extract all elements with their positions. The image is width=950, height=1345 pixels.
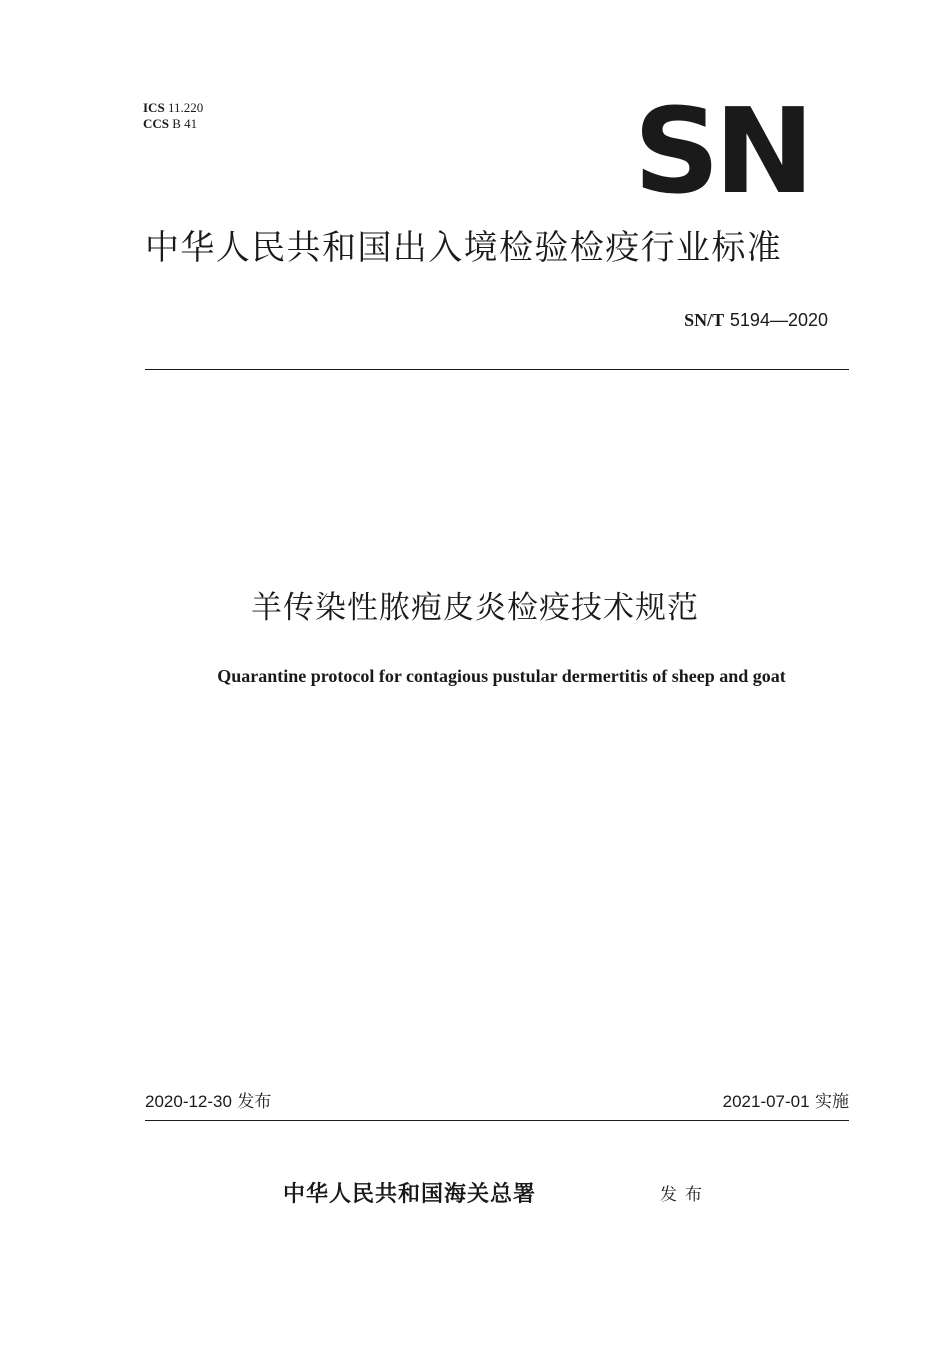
issuing-authority: 中华人民共和国海关总署 xyxy=(283,1181,537,1207)
standard-code-prefix: SN/T xyxy=(684,310,725,330)
top-divider xyxy=(145,369,849,370)
ics-line xyxy=(143,100,203,116)
issue-date xyxy=(145,1091,271,1113)
ccs-value: B 41 xyxy=(172,116,198,131)
bottom-divider xyxy=(145,1120,849,1121)
standard-number xyxy=(684,309,828,332)
issue-date-label: 发布 xyxy=(237,1092,272,1112)
implementation-date-label: 实施 xyxy=(815,1092,849,1112)
classification-codes xyxy=(143,100,203,132)
document-title-chinese: 羊传染性脓疱皮炎检疫技术规范 xyxy=(251,590,699,626)
standard-type-title: 中华人民共和国出入境检验检疫行业标准 xyxy=(145,228,783,268)
issue-date-value: 2020-12-30 xyxy=(145,1092,232,1111)
implementation-date-value: 2021-07-01 xyxy=(722,1092,810,1111)
ics-label: ICS xyxy=(143,100,165,115)
ccs-line xyxy=(143,116,203,132)
implementation-date xyxy=(723,1091,849,1113)
standard-code-number: 5194—2020 xyxy=(729,310,828,330)
ccs-label: CCS xyxy=(143,116,170,131)
issuing-action: 发布 xyxy=(660,1185,710,1205)
sn-logo: SN xyxy=(633,82,809,220)
document-title-english: Quarantine protocol for contagious pustular dermertitis of sheep and goat xyxy=(217,666,786,686)
ics-value: 11.220 xyxy=(167,100,204,115)
